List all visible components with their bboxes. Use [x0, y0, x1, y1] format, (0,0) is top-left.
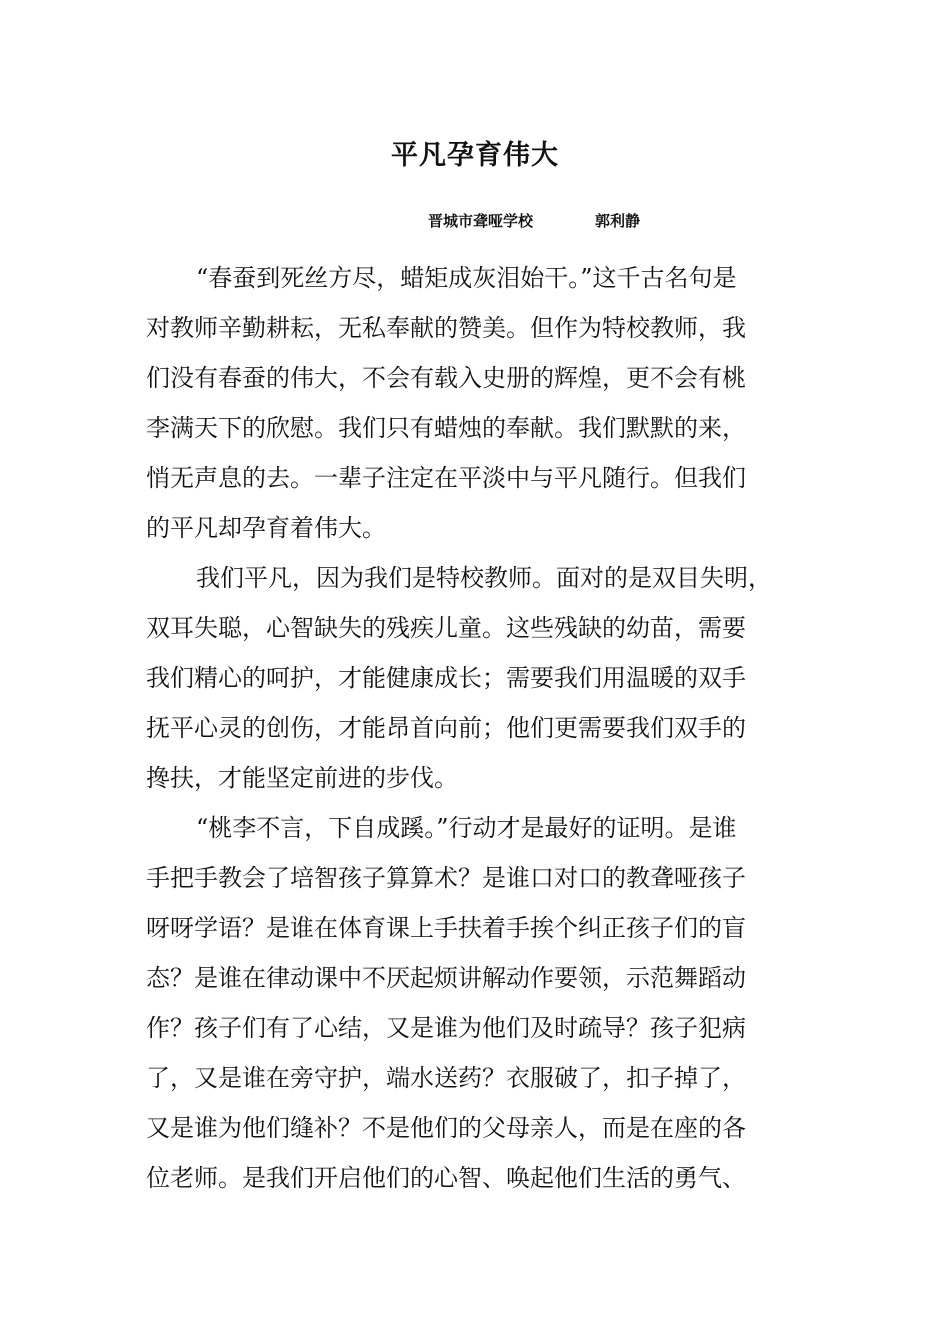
text-line: 了，又是谁在旁守护，端水送药？衣服破了，扣子掉了， [146, 1064, 746, 1092]
text-line: 搀扶，才能坚定前进的步伐。 [146, 764, 458, 792]
body-text [146, 256, 811, 1206]
text-line: 呀呀学语？是谁在体育课上手扶着手挨个纠正孩子们的盲 [146, 914, 746, 942]
text-line: “春蚕到死丝方尽，蜡矩成灰泪始干。”这千古名句是 [196, 264, 737, 292]
document-title: 平凡孕育伟大 [391, 140, 559, 171]
text-line: 们没有春蚕的伟大，不会有载入史册的辉煌，更不会有桃 [146, 364, 746, 392]
text-line: 李满天下的欣慰。我们只有蜡烛的奉献。我们默默的来， [146, 414, 746, 442]
text-line: 双耳失聪，心智缺失的残疾儿童。这些残缺的幼苗，需要 [146, 614, 746, 642]
text-line: 我们精心的呵护，才能健康成长；需要我们用温暖的双手 [146, 664, 746, 692]
text-line: “桃李不言，下自成蹊。”行动才是最好的证明。是谁 [196, 814, 737, 842]
text-line: 手把手教会了培智孩子算算术？是谁口对口的教聋哑孩子 [146, 864, 746, 892]
text-line: 我们平凡，因为我们是特校教师。面对的是双目失明， [196, 564, 772, 592]
text-line: 悄无声息的去。一辈子注定在平淡中与平凡随行。但我们 [146, 464, 746, 492]
text-line: 又是谁为他们缝补？不是他们的父母亲人，而是在座的各 [146, 1114, 746, 1142]
text-line: 抚平心灵的创伤，才能昂首向前；他们更需要我们双手的 [146, 714, 746, 742]
text-line: 对教师辛勤耕耘，无私奉献的赞美。但作为特校教师，我 [146, 314, 746, 342]
text-line: 位老师。是我们开启他们的心智、唤起他们生活的勇气、 [146, 1164, 746, 1192]
byline [428, 210, 640, 231]
text-line: 的平凡却孕育着伟大。 [146, 514, 386, 542]
school-name: 晋城市聋哑学校 [428, 212, 534, 230]
text-line: 态？是谁在律动课中不厌起烦讲解动作要领，示范舞蹈动 [146, 964, 746, 992]
author-name: 郭利静 [595, 212, 641, 230]
text-line: 作？孩子们有了心结，又是谁为他们及时疏导？孩子犯病 [146, 1014, 746, 1042]
